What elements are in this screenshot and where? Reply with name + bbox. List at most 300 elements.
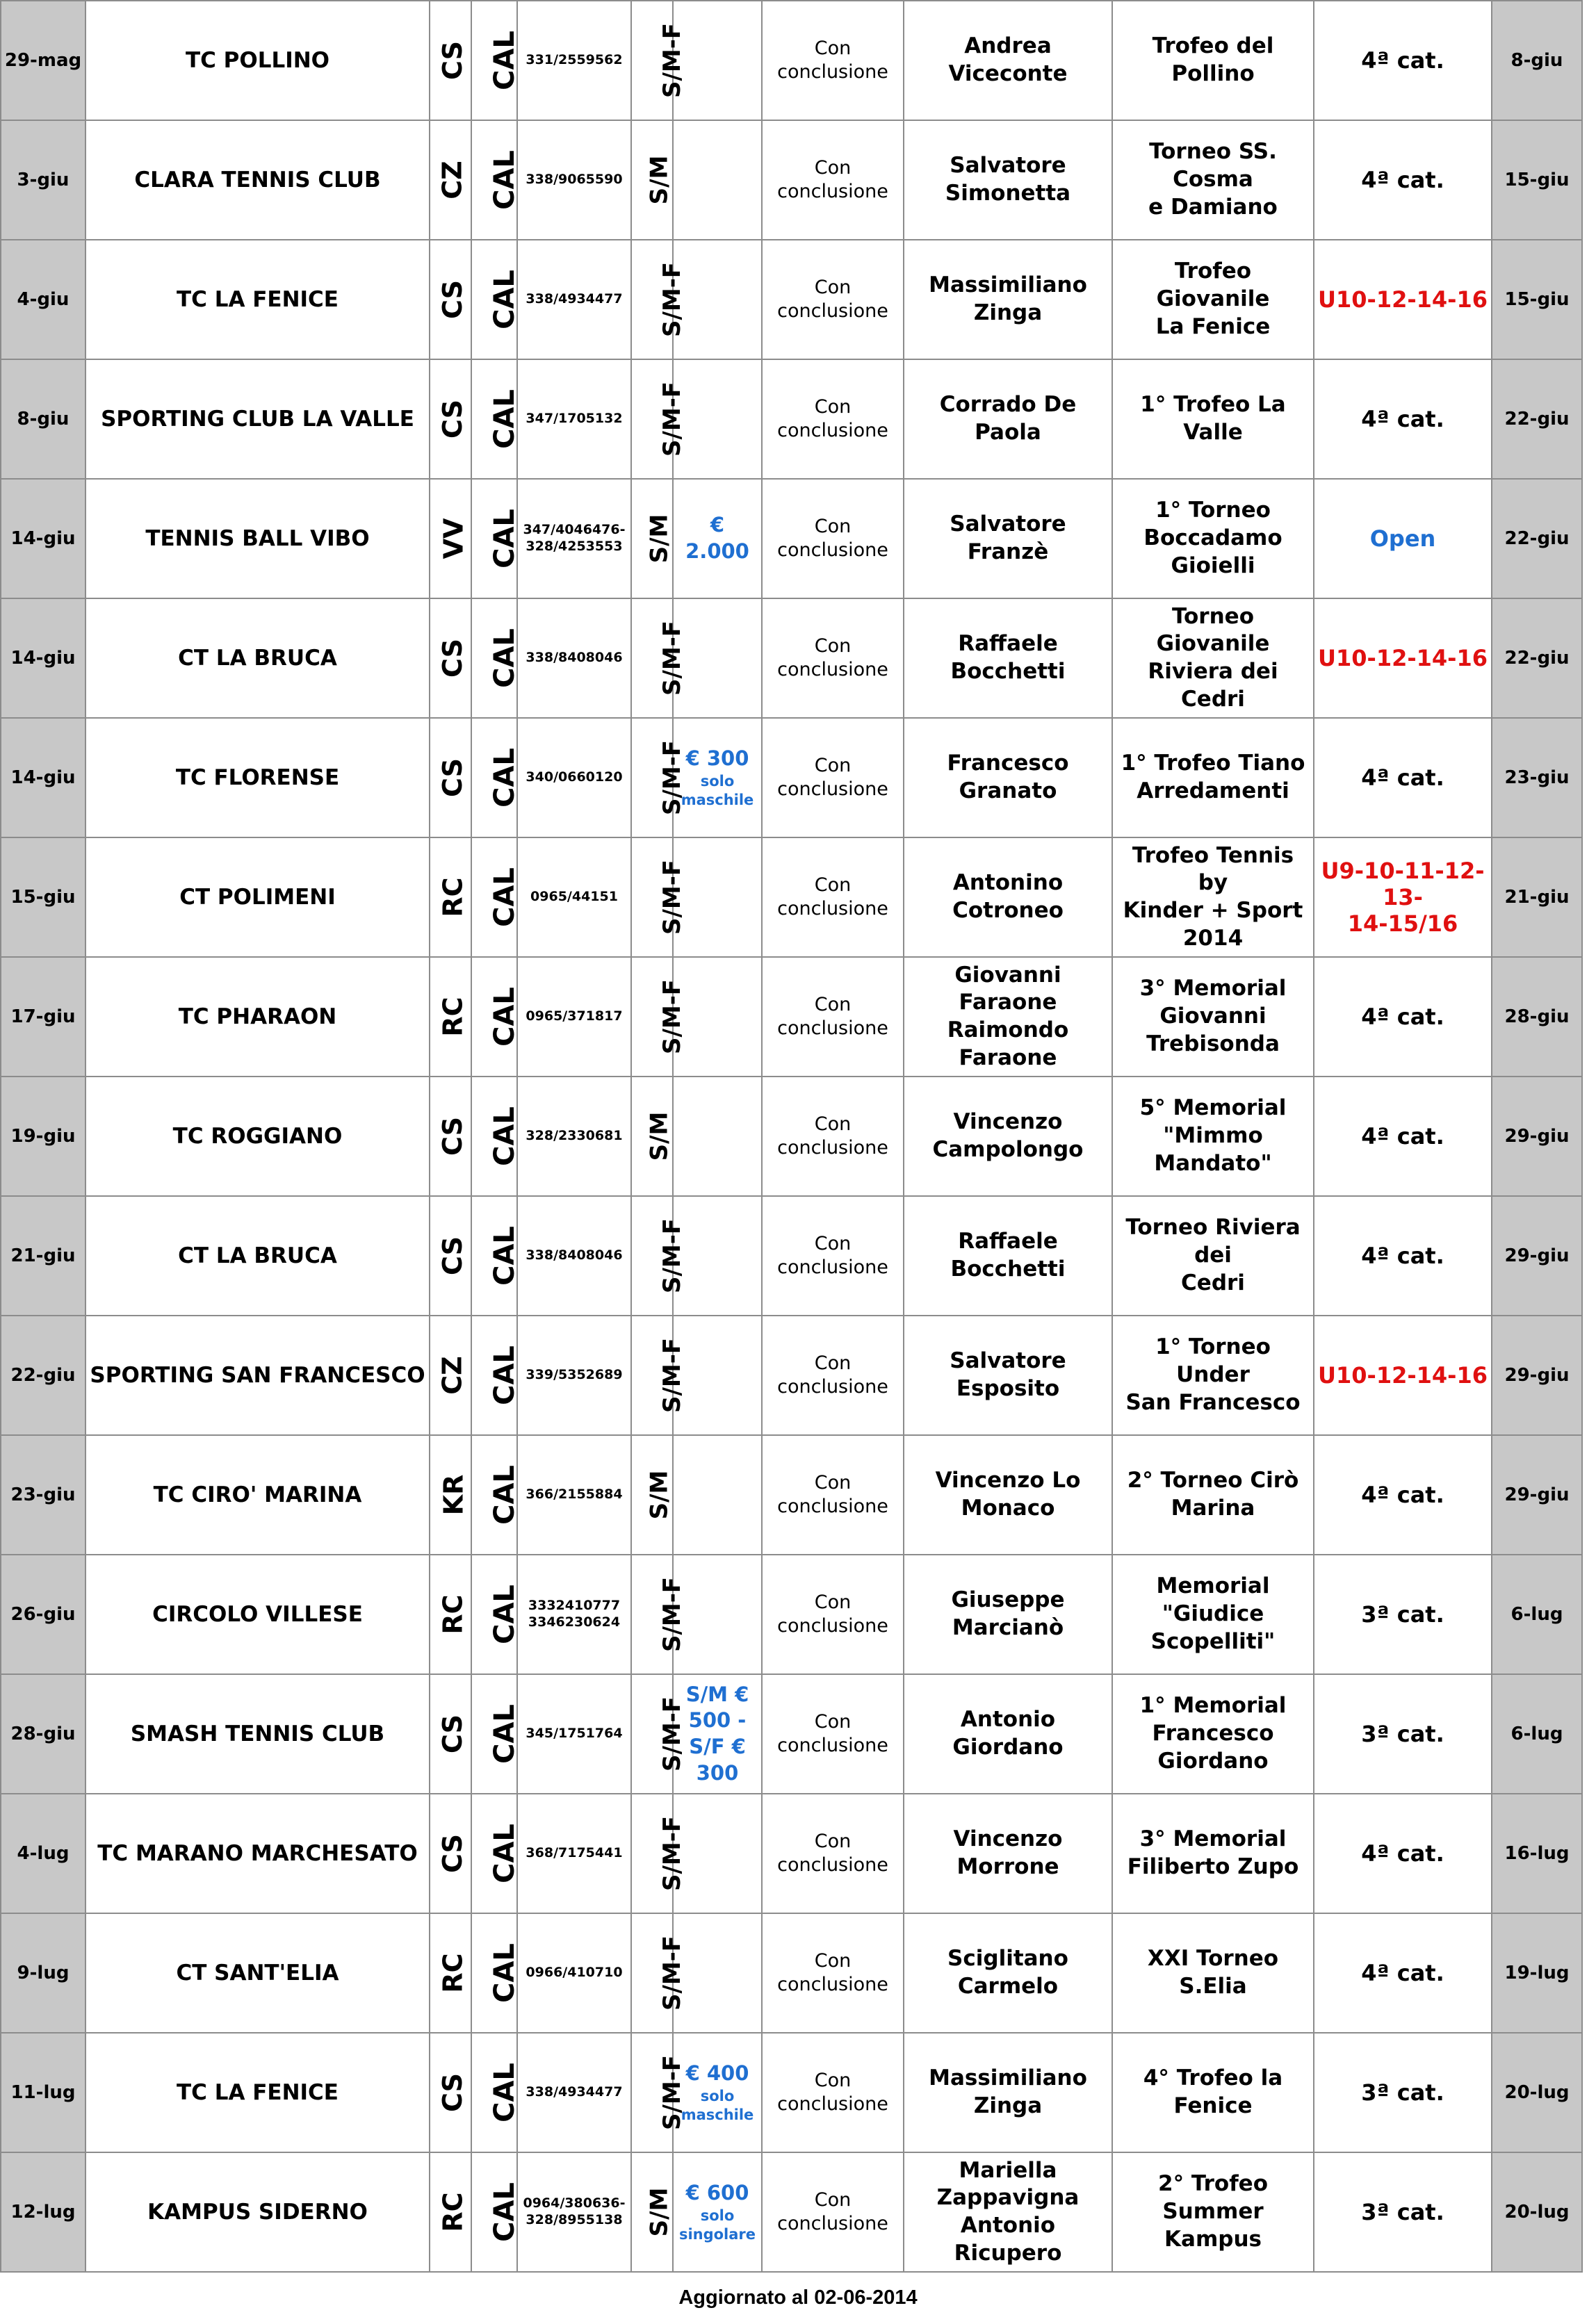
start-date-cell: 28-giu [1,1674,86,1794]
gender-code: S/M-F [658,620,687,696]
text-line: 3° Memorial [1139,976,1287,1001]
gender-cell [631,718,687,837]
text-line: Vincenzo Lo [935,1468,1081,1494]
category-cell [1314,837,1492,957]
text-line: 0964/380636- [523,2195,626,2211]
referee-cell [904,1,1112,120]
text-line: Cedri [1181,1270,1245,1295]
phone-cell [517,120,631,240]
outcome-cell [762,957,904,1077]
prize-money-cell [673,1435,762,1555]
region-cell [471,957,521,1077]
outcome-cell [762,120,904,240]
province-cell [430,240,471,359]
referee-cell [904,1674,1112,1794]
referee-cell [904,2033,1112,2152]
text-line: Corrado De Paola [939,392,1077,445]
text-line: 338/8408046 [526,1247,623,1263]
text-line: Con [814,635,852,657]
region-cell [471,479,521,598]
phone-cell [517,1794,631,1913]
text-line: € 600 [685,2180,749,2204]
text-line: Trebisonda [1146,1031,1280,1056]
phone-cell [517,1913,631,2033]
text-line: 3ª cat. [1361,1721,1444,1747]
text-line: 1° Torneo Under [1155,1334,1271,1388]
text-line: 328/2330681 [526,1128,623,1144]
text-line: 4ª cat. [1361,1123,1444,1149]
province-cell [430,957,471,1077]
club-name-cell: TC POLLINO [86,1,430,120]
end-date-cell: 29-giu [1492,1196,1582,1316]
prize-money-cell [673,2152,762,2272]
text-line: Con [814,1591,852,1614]
prize-money-cell [673,240,762,359]
text-line: 345/1751764 [526,1726,623,1742]
gender-cell [631,240,687,359]
region-cell [471,2152,521,2272]
text-line: 338/9065590 [526,172,623,188]
text-line: 338/8408046 [526,650,623,666]
text-line: Con [814,874,852,897]
referee-cell [904,718,1112,837]
text-line: conclusione [777,659,888,680]
club-name-cell: TC ROGGIANO [86,1077,430,1196]
text-line: Con [814,1233,852,1255]
category-cell [1314,359,1492,479]
text-line: conclusione [777,1615,888,1637]
category-cell [1314,1913,1492,2033]
tournament-name-cell [1112,598,1314,718]
prize-money-cell [673,957,762,1077]
gender-cell [631,1435,673,1555]
prize-money-cell [673,1077,762,1196]
text-line: 14-15/16 [1347,910,1458,937]
gender-code: S/M-F [658,1337,687,1414]
text-line: Con [814,1831,852,1853]
prize-money-cell [673,1316,762,1435]
text-line: conclusione [777,778,888,800]
referee-cell [904,1077,1112,1196]
outcome-cell [762,1555,904,1674]
table-row [1,598,1582,718]
table-row [1,2152,1582,2272]
table-row [1,837,1582,957]
text-line: 3ª cat. [1361,2199,1444,2225]
text-line: Con [814,994,852,1016]
text-line: Trofeo Tennis by [1132,842,1294,896]
start-date-cell: 23-giu [1,1435,86,1555]
prize-money-cell [673,2033,762,2152]
tournament-name-cell [1112,957,1314,1077]
text-line: Con [814,1472,852,1494]
tournament-name-cell [1112,1316,1314,1435]
province-cell [430,120,471,240]
category-cell [1314,1316,1492,1435]
text-line: singolare [678,2225,756,2243]
end-date-cell: 21-giu [1492,837,1582,957]
gender-cell [631,1196,687,1316]
region-cell [471,2033,521,2152]
referee-cell [904,837,1112,957]
start-date-cell: 3-giu [1,120,86,240]
text-line: Mandato" [1154,1150,1272,1176]
end-date-cell: 6-lug [1492,1674,1582,1794]
referee-cell [904,1435,1112,1555]
text-line: Con [814,516,852,538]
text-line: Francesco Granato [947,751,1069,803]
category-cell [1314,1,1492,120]
text-line: Kinder + Sport [1123,898,1303,923]
text-line: 4ª cat. [1361,167,1444,193]
text-line: U9-10-11-12-13- [1321,858,1485,910]
text-line: conclusione [777,1137,888,1159]
text-line: XXI Torneo S.Elia [1147,1946,1279,1999]
province-cell [430,598,471,718]
gender-code: S/M [645,155,674,205]
start-date-cell: 8-giu [1,359,86,479]
region-code: CAL [488,2182,521,2242]
text-line: 4ª cat. [1361,1482,1444,1508]
province-code: CZ [437,1356,468,1395]
province-code: CS [437,1236,468,1275]
tournament-name-cell [1112,1674,1314,1794]
text-line: 1° Trofeo Tiano [1121,751,1305,776]
gender-cell [631,1794,687,1913]
text-line: Massimiliano Zinga [929,272,1087,325]
text-line: conclusione [777,2093,888,2115]
table-row [1,359,1582,479]
club-name-cell: SPORTING CLUB LA VALLE [86,359,430,479]
gender-cell [631,1316,687,1435]
province-code: CS [437,41,468,80]
text-line: Con [814,1352,852,1375]
province-cell [430,1555,471,1674]
end-date-cell: 29-giu [1492,1435,1582,1555]
gender-cell [631,957,687,1077]
end-date-cell: 20-lug [1492,2152,1582,2272]
tournament-name-cell [1112,240,1314,359]
end-date-cell: 28-giu [1492,957,1582,1077]
club-name-cell: TC LA FENICE [86,2033,430,2152]
province-code: RC [437,997,469,1037]
text-line: Filiberto Zupo [1127,1854,1299,1879]
text-line: 3346230624 [528,1614,621,1630]
table-row [1,957,1582,1077]
table-row [1,479,1582,598]
text-line: 4ª cat. [1361,1840,1444,1867]
end-date-cell: 15-giu [1492,120,1582,240]
text-line: Antonino Cotroneo [952,870,1064,923]
outcome-cell [762,837,904,957]
province-code: RC [437,2192,469,2232]
gender-code: S/M-F [658,2054,687,2131]
table-row [1,718,1582,837]
prize-money-cell [673,598,762,718]
category-cell [1314,1674,1492,1794]
region-code: CAL [488,987,521,1047]
club-name-cell: KAMPUS SIDERNO [86,2152,430,2272]
phone-cell [517,1196,631,1316]
start-date-cell: 29-mag [1,1,86,120]
text-line: Con [814,1113,852,1136]
referee-cell [904,1555,1112,1674]
phone-cell [517,1435,631,1555]
outcome-cell [762,240,904,359]
region-code: CAL [488,1106,521,1166]
phone-cell [517,1555,631,1674]
region-code: CAL [488,2063,521,2122]
referee-cell [904,359,1112,479]
text-line: 1° Memorial [1139,1693,1287,1719]
text-line: Arredamenti [1137,778,1289,803]
region-cell [471,1196,521,1316]
region-code: CAL [488,1465,521,1525]
phone-cell [517,1316,631,1435]
text-line: Trofeo del Pollino [1152,33,1274,86]
text-line: Memorial [1156,1573,1270,1599]
text-line: Con [814,38,852,60]
province-cell [430,718,471,837]
province-cell [430,837,471,957]
referee-cell [904,1913,1112,2033]
text-line: Francesco [1152,1721,1274,1746]
text-line: 4ª cat. [1361,1243,1444,1269]
table-row [1,1316,1582,1435]
text-line: Salvatore Esposito [950,1348,1066,1401]
table-row [1,1913,1582,2033]
table-row [1,1794,1582,1913]
gender-code: S/M-F [658,1935,687,2011]
text-line: Boccadamo [1143,525,1282,551]
table-row [1,1555,1582,1674]
tournament-name-cell [1112,1,1314,120]
region-cell [471,240,521,359]
end-date-cell: 6-lug [1492,1555,1582,1674]
text-line: Andrea Viceconte [948,33,1068,86]
category-cell [1314,120,1492,240]
text-line: 0966/410710 [526,1965,623,1981]
start-date-cell: 11-lug [1,2033,86,2152]
text-line: conclusione [777,420,888,441]
outcome-cell [762,1794,904,1913]
text-line: conclusione [777,1376,888,1398]
prize-money-cell [673,1196,762,1316]
text-line: Vincenzo [953,1109,1063,1135]
referee-cell [904,1316,1112,1435]
text-line: conclusione [777,1017,888,1039]
outcome-cell [762,718,904,837]
category-cell [1314,2033,1492,2152]
text-line: Mariella [959,2157,1057,2183]
text-line: Gioielli [1171,553,1255,578]
tournament-name-cell [1112,1555,1314,1674]
end-date-cell: 29-giu [1492,1077,1582,1196]
region-code: CAL [488,1226,521,1286]
outcome-cell [762,1913,904,2033]
text-line: Simonetta [945,181,1071,206]
province-code: CS [437,758,468,797]
text-line: Torneo SS. Cosma [1149,139,1277,193]
tournament-name-cell [1112,1794,1314,1913]
end-date-cell: 20-lug [1492,2033,1582,2152]
region-cell [471,1555,521,1674]
club-name-cell: SPORTING SAN FRANCESCO [86,1316,430,1435]
text-line: 4ª cat. [1361,1960,1444,1986]
start-date-cell: 14-giu [1,479,86,598]
prize-money-cell [673,1794,762,1913]
text-line: Open [1369,525,1436,552]
province-cell [430,359,471,479]
text-line: 339/5352689 [526,1367,623,1383]
region-cell [471,1674,521,1794]
region-cell [471,1316,521,1435]
prize-money-cell [673,837,762,957]
text-line: 2014 [1182,925,1244,951]
region-code: CAL [488,389,521,449]
text-line: Giovanni Faraone [954,962,1061,1015]
region-cell [471,359,521,479]
text-line: "Mimmo [1163,1123,1263,1149]
phone-cell [517,2033,631,2152]
table-row [1,240,1582,359]
text-line: conclusione [777,181,888,202]
tournament-name-cell [1112,1196,1314,1316]
region-code: CAL [488,748,521,808]
text-line: Salvatore [950,153,1066,179]
text-line: Raimondo Faraone [947,1017,1069,1070]
province-code: CZ [437,161,468,199]
text-line: 347/1705132 [526,411,623,427]
province-code: RC [437,1594,469,1635]
region-code: CAL [488,1704,521,1764]
prize-money-cell [673,479,762,598]
text-line: 338/4934477 [526,291,623,307]
text-line: 3332410777 [528,1598,621,1614]
outcome-cell [762,1196,904,1316]
gender-cell [631,2152,673,2272]
text-line: 2° Trofeo Summer [1158,2171,1268,2225]
province-code: RC [437,877,469,917]
text-line: Antonio Ricupero [954,2213,1062,2266]
region-code: CAL [488,867,521,927]
region-cell [471,837,521,957]
text-line: Vincenzo Morrone [953,1826,1063,1879]
province-code: CS [437,280,468,319]
outcome-cell [762,359,904,479]
phone-cell [517,2152,631,2272]
end-date-cell: 22-giu [1492,479,1582,598]
region-code: CAL [488,509,521,568]
gender-code: S/M-F [658,1218,687,1294]
phone-cell [517,718,631,837]
text-line: conclusione [777,898,888,919]
referee-cell [904,957,1112,1077]
outcome-cell [762,1674,904,1794]
region-cell [471,1794,521,1913]
province-cell [430,1,471,120]
region-code: CAL [488,1345,521,1405]
tournament-name-cell [1112,1077,1314,1196]
province-code: VV [438,518,469,559]
text-line: Kampus [1164,2226,1262,2252]
text-line: 1° Torneo [1155,498,1271,523]
text-line: 328/4253553 [526,539,623,554]
gender-cell [631,1555,687,1674]
phone-cell [517,240,631,359]
text-line: 4ª cat. [1361,47,1444,74]
region-code: CAL [488,150,521,210]
referee-cell [904,2152,1112,2272]
text-line: 347/4046476- [523,522,626,538]
text-line: 500 - [688,1708,747,1733]
category-cell [1314,1555,1492,1674]
referee-cell [904,598,1112,718]
club-name-cell: TC LA FENICE [86,240,430,359]
text-line: 300 [696,1760,739,1785]
text-line: Con [814,1950,852,1972]
province-code: CS [437,639,468,678]
club-name-cell: CT LA BRUCA [86,1196,430,1316]
text-line: conclusione [777,300,888,322]
gender-cell [631,479,673,598]
gender-cell [631,359,687,479]
province-code: KR [438,1474,469,1516]
referee-cell [904,1196,1112,1316]
start-date-cell: 21-giu [1,1196,86,1316]
gender-cell [631,598,687,718]
start-date-cell: 12-lug [1,2152,86,2272]
text-line: Massimiliano Zinga [929,2065,1087,2118]
province-cell [430,1674,471,1794]
start-date-cell: 22-giu [1,1316,86,1435]
end-date-cell: 8-giu [1492,1,1582,120]
text-line: 366/2155884 [526,1487,623,1503]
start-date-cell: 14-giu [1,598,86,718]
text-line: Torneo Riviera dei [1125,1215,1301,1268]
club-name-cell: TC FLORENSE [86,718,430,837]
text-line: Torneo Giovanile [1156,603,1270,657]
tournament-name-cell [1112,1435,1314,1555]
category-cell [1314,479,1492,598]
phone-cell [517,1077,631,1196]
prize-money-cell [673,1555,762,1674]
text-line: 331/2559562 [526,52,623,68]
text-line: 1° Trofeo La Valle [1140,392,1286,445]
start-date-cell: 4-giu [1,240,86,359]
end-date-cell: 23-giu [1492,718,1582,837]
referee-cell [904,1794,1112,1913]
club-name-cell: CIRCOLO VILLESE [86,1555,430,1674]
phone-cell [517,837,631,957]
province-code: CS [437,2073,468,2112]
category-cell [1314,1794,1492,1913]
outcome-cell [762,1316,904,1435]
club-name-cell: TC MARANO MARCHESATO [86,1794,430,1913]
text-line: Raffaele Bocchetti [950,631,1066,684]
text-line: Con [814,2189,852,2211]
province-cell [430,2033,471,2152]
text-line: conclusione [777,1735,888,1756]
region-cell [471,120,521,240]
text-line: U10-12-14-16 [1318,286,1488,313]
province-cell [430,1435,471,1555]
province-cell [430,2152,471,2272]
start-date-cell: 9-lug [1,1913,86,2033]
gender-code: S/M-F [658,1815,687,1892]
text-line: Marina [1171,1496,1255,1521]
text-line: conclusione [777,1974,888,1995]
